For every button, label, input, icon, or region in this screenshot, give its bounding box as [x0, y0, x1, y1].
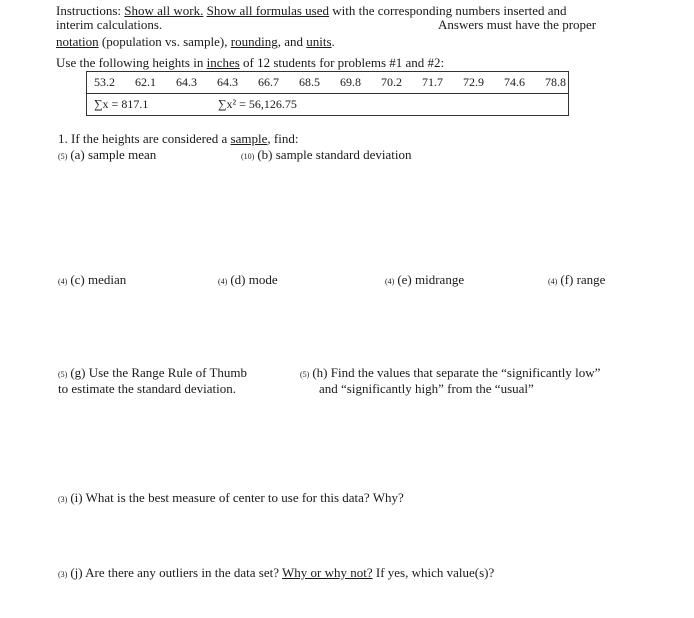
part-a-points: (5) — [58, 152, 68, 161]
height-value: 66.7 — [258, 75, 279, 89]
part-b-points: (10) — [241, 152, 255, 161]
height-value: 69.8 — [340, 75, 361, 89]
part-h-line-2: and “significantly high” from the “usual” — [319, 381, 534, 396]
instructions-rest: with the corresponding numbers inserted and — [332, 3, 567, 18]
part-j-points: (3) — [58, 570, 68, 579]
heights-table — [86, 71, 569, 116]
question-1 — [58, 131, 298, 147]
use-line — [56, 55, 444, 71]
q1-sample: sample — [230, 131, 268, 146]
period-text: . — [331, 34, 335, 49]
show-formulas-text: Show all formulas used — [206, 3, 329, 18]
height-value: 53.2 — [94, 75, 115, 89]
part-c-text: (c) median — [70, 272, 127, 287]
part-h-points: (5) — [300, 370, 310, 379]
part-d — [218, 272, 278, 288]
instructions-line-3 — [56, 34, 335, 50]
height-value: 62.1 — [135, 75, 156, 89]
height-value: 72.9 — [463, 75, 484, 89]
use-line-post: of 12 students for problems #1 and #2: — [243, 55, 445, 70]
inches-text: inches — [206, 55, 240, 70]
part-c — [58, 272, 126, 288]
sums-row — [87, 94, 569, 116]
part-c-points: (4) — [58, 277, 68, 286]
sum-x-squared: ∑x² = 56,126.75 — [218, 97, 297, 111]
part-j-why: Why or why not? — [282, 565, 373, 580]
part-f-text: (f) range — [560, 272, 606, 287]
height-value: 78.8 — [545, 75, 566, 89]
part-e-text: (e) midrange — [397, 272, 465, 287]
height-value: 64.3 — [217, 75, 238, 89]
part-f — [548, 272, 605, 288]
part-g — [58, 365, 247, 397]
height-value: 70.2 — [381, 75, 402, 89]
part-d-text: (d) mode — [230, 272, 278, 287]
part-j-pre: (j) Are there any outliers in the data set? — [70, 565, 279, 580]
part-a-text: (a) sample mean — [70, 147, 157, 162]
part-b — [241, 147, 411, 163]
part-g-points: (5) — [58, 370, 68, 379]
height-value: 74.6 — [504, 75, 525, 89]
part-i-points: (3) — [58, 495, 68, 504]
notation-rest: (population vs. sample), — [101, 34, 228, 49]
height-value: 71.7 — [422, 75, 443, 89]
part-j — [58, 565, 494, 581]
part-i-text: (i) What is the best measure of center to use for this data? Why? — [70, 490, 404, 505]
part-g-line-1: (g) Use the Range Rule of Thumb — [70, 365, 247, 380]
part-e — [385, 272, 464, 288]
and-text: , and — [277, 34, 303, 49]
part-j-post: If yes, which value(s)? — [375, 565, 495, 580]
sum-x: ∑x = 817.1 — [94, 97, 149, 111]
instructions-label: Instructions: — [56, 3, 121, 18]
part-g-line-2: to estimate the standard deviation. — [58, 381, 236, 396]
q1-pre: 1. If the heights are considered a — [58, 131, 228, 146]
part-h-line-1: (h) Find the values that separate the “significantly low” — [312, 365, 601, 380]
notation-text: notation — [56, 34, 99, 49]
height-value: 68.5 — [299, 75, 320, 89]
units-text: units — [306, 34, 332, 49]
use-line-pre: Use the following heights in — [56, 55, 204, 70]
part-f-points: (4) — [548, 277, 558, 286]
part-d-points: (4) — [218, 277, 228, 286]
instructions-line-2-left: interim calculations. — [56, 17, 163, 32]
part-a — [58, 147, 156, 163]
part-i — [58, 490, 404, 506]
heights-values — [87, 72, 568, 93]
part-e-points: (4) — [385, 277, 395, 286]
part-h — [300, 365, 600, 397]
rounding-text: rounding — [230, 34, 278, 49]
show-work-text: Show all work. — [124, 3, 204, 18]
heights-row — [87, 72, 569, 94]
height-value: 64.3 — [176, 75, 197, 89]
part-b-text: (b) sample standard deviation — [257, 147, 412, 162]
instructions-line-2-right: Answers must have the proper — [438, 17, 597, 32]
q1-post: , find: — [267, 131, 299, 146]
